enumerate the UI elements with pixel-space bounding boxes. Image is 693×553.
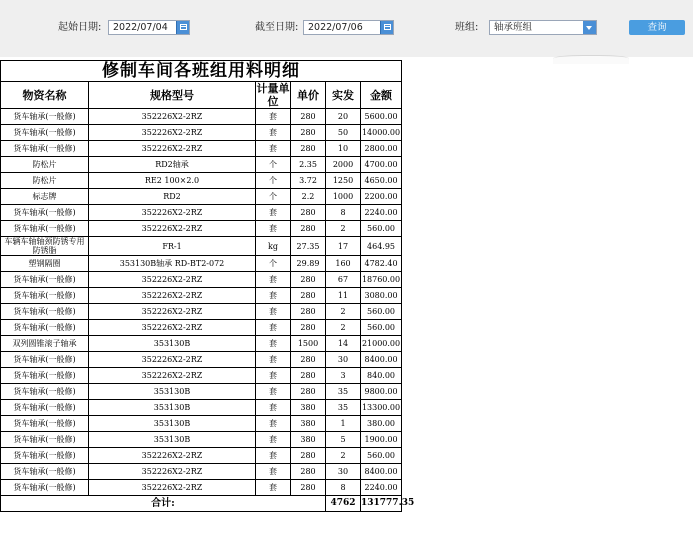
amount-cell: 560.00 bbox=[361, 304, 402, 320]
query-button[interactable]: 查询 bbox=[629, 20, 685, 35]
end-date-value: 2022/07/06 bbox=[308, 22, 363, 33]
unit-cell: 套 bbox=[256, 288, 291, 304]
end-date-label: 截至日期: bbox=[255, 22, 299, 33]
material-name-cell: 货车轴承(一般修) bbox=[1, 432, 89, 448]
amount-cell: 464.95 bbox=[361, 237, 402, 256]
price-cell: 2.35 bbox=[291, 157, 326, 173]
table-row bbox=[1, 464, 402, 480]
qty-cell: 10 bbox=[326, 141, 361, 157]
filter-toolbar bbox=[0, 0, 693, 57]
amount-cell: 560.00 bbox=[361, 221, 402, 237]
price-cell: 280 bbox=[291, 368, 326, 384]
amount-cell: 18760.00 bbox=[361, 272, 402, 288]
spec-cell: 352226X2-2RZ bbox=[89, 141, 256, 157]
table-row bbox=[1, 368, 402, 384]
material-name-cell: 车辆车轴轴颈防锈专用防锈脂 bbox=[1, 237, 89, 256]
amount-cell: 9800.00 bbox=[361, 384, 402, 400]
table-row bbox=[1, 400, 402, 416]
material-name-cell: 塑钢隔圈 bbox=[1, 256, 89, 272]
table-row bbox=[1, 237, 402, 256]
amount-cell: 4700.00 bbox=[361, 157, 402, 173]
amount-cell: 3080.00 bbox=[361, 288, 402, 304]
total-row bbox=[1, 496, 402, 512]
amount-cell: 840.00 bbox=[361, 368, 402, 384]
group-label: 班组: bbox=[455, 22, 479, 33]
qty-cell: 35 bbox=[326, 400, 361, 416]
material-name-cell: 货车轴承(一般修) bbox=[1, 464, 89, 480]
material-name-cell: 货车轴承(一般修) bbox=[1, 320, 89, 336]
material-name-cell: 货车轴承(一般修) bbox=[1, 368, 89, 384]
amount-cell: 560.00 bbox=[361, 320, 402, 336]
unit-cell: 套 bbox=[256, 448, 291, 464]
unit-cell: 套 bbox=[256, 109, 291, 125]
price-cell: 380 bbox=[291, 416, 326, 432]
group-select[interactable] bbox=[489, 20, 597, 35]
qty-cell: 1250 bbox=[326, 173, 361, 189]
unit-cell: 套 bbox=[256, 320, 291, 336]
price-cell: 280 bbox=[291, 205, 326, 221]
spec-cell: 353130B轴承 RD-BT2-072 bbox=[89, 256, 256, 272]
amount-cell: 21000.00 bbox=[361, 336, 402, 352]
material-name-cell: 货车轴承(一般修) bbox=[1, 109, 89, 125]
unit-cell: 套 bbox=[256, 368, 291, 384]
material-name-cell: 货车轴承(一般修) bbox=[1, 221, 89, 237]
price-cell: 280 bbox=[291, 384, 326, 400]
amount-cell: 4782.40 bbox=[361, 256, 402, 272]
table-row bbox=[1, 221, 402, 237]
material-name-cell: 标志牌 bbox=[1, 189, 89, 205]
price-cell: 280 bbox=[291, 288, 326, 304]
table-row bbox=[1, 384, 402, 400]
qty-cell: 20 bbox=[326, 109, 361, 125]
material-name-cell: 防松片 bbox=[1, 157, 89, 173]
spec-cell: RD2轴承 bbox=[89, 157, 256, 173]
unit-cell: 套 bbox=[256, 205, 291, 221]
spec-cell: 352226X2-2RZ bbox=[89, 221, 256, 237]
material-name-cell: 货车轴承(一般修) bbox=[1, 480, 89, 496]
report-table bbox=[0, 60, 415, 512]
table-row bbox=[1, 288, 402, 304]
qty-cell: 50 bbox=[326, 125, 361, 141]
table-row bbox=[1, 109, 402, 125]
spec-cell: 353130B bbox=[89, 416, 256, 432]
header-qty: 实发 bbox=[326, 82, 361, 109]
price-cell: 280 bbox=[291, 304, 326, 320]
amount-cell: 380.00 bbox=[361, 416, 402, 432]
amount-cell: 4650.00 bbox=[361, 173, 402, 189]
qty-cell: 2 bbox=[326, 448, 361, 464]
unit-cell: 套 bbox=[256, 352, 291, 368]
table-row bbox=[1, 448, 402, 464]
table-row bbox=[1, 272, 402, 288]
qty-cell: 2 bbox=[326, 320, 361, 336]
qty-cell: 1000 bbox=[326, 189, 361, 205]
qty-cell: 14 bbox=[326, 336, 361, 352]
table-row bbox=[1, 173, 402, 189]
unit-cell: 个 bbox=[256, 189, 291, 205]
price-cell: 280 bbox=[291, 272, 326, 288]
qty-cell: 17 bbox=[326, 237, 361, 256]
material-name-cell: 货车轴承(一般修) bbox=[1, 272, 89, 288]
table-row bbox=[1, 416, 402, 432]
end-date-input[interactable] bbox=[303, 20, 394, 35]
material-name-cell: 货车轴承(一般修) bbox=[1, 400, 89, 416]
table-row bbox=[1, 480, 402, 496]
calendar-icon[interactable] bbox=[380, 21, 393, 34]
price-cell: 380 bbox=[291, 400, 326, 416]
qty-cell: 2000 bbox=[326, 157, 361, 173]
spec-cell: 352226X2-2RZ bbox=[89, 109, 256, 125]
start-date-input[interactable] bbox=[108, 20, 190, 35]
unit-cell: 套 bbox=[256, 141, 291, 157]
tab-edge bbox=[553, 55, 629, 64]
unit-cell: 个 bbox=[256, 173, 291, 189]
start-date-value: 2022/07/04 bbox=[113, 22, 168, 33]
qty-cell: 8 bbox=[326, 205, 361, 221]
table-row bbox=[1, 432, 402, 448]
unit-cell: 个 bbox=[256, 157, 291, 173]
material-name-cell: 货车轴承(一般修) bbox=[1, 448, 89, 464]
price-cell: 380 bbox=[291, 432, 326, 448]
qty-cell: 30 bbox=[326, 464, 361, 480]
qty-cell: 8 bbox=[326, 480, 361, 496]
amount-cell: 5600.00 bbox=[361, 109, 402, 125]
spec-cell: 352226X2-2RZ bbox=[89, 272, 256, 288]
table-row bbox=[1, 352, 402, 368]
unit-cell: 套 bbox=[256, 416, 291, 432]
material-name-cell: 防松片 bbox=[1, 173, 89, 189]
qty-cell: 11 bbox=[326, 288, 361, 304]
spec-cell: RE2 100×2.0 bbox=[89, 173, 256, 189]
unit-cell: 套 bbox=[256, 221, 291, 237]
unit-cell: 套 bbox=[256, 464, 291, 480]
header-unit: 计量单位 bbox=[256, 82, 290, 108]
spec-cell: 352226X2-2RZ bbox=[89, 368, 256, 384]
spec-cell: 352226X2-2RZ bbox=[89, 288, 256, 304]
amount-cell: 560.00 bbox=[361, 448, 402, 464]
amount-cell: 2800.00 bbox=[361, 141, 402, 157]
group-select-value: 轴承班组 bbox=[494, 22, 533, 33]
spec-cell: RD2 bbox=[89, 189, 256, 205]
material-name-cell: 货车轴承(一般修) bbox=[1, 288, 89, 304]
qty-cell: 160 bbox=[326, 256, 361, 272]
unit-cell: 个 bbox=[256, 256, 291, 272]
qty-cell: 35 bbox=[326, 384, 361, 400]
qty-cell: 2 bbox=[326, 304, 361, 320]
amount-cell: 8400.00 bbox=[361, 352, 402, 368]
spec-cell: 353130B bbox=[89, 336, 256, 352]
header-spec: 规格型号 bbox=[89, 82, 256, 109]
table-row bbox=[1, 141, 402, 157]
amount-cell: 13300.00 bbox=[361, 400, 402, 416]
spec-cell: 353130B bbox=[89, 384, 256, 400]
unit-cell: 套 bbox=[256, 304, 291, 320]
spec-cell: 352226X2-2RZ bbox=[89, 205, 256, 221]
amount-cell: 8400.00 bbox=[361, 464, 402, 480]
table-row bbox=[1, 336, 402, 352]
spec-cell: 352226X2-2RZ bbox=[89, 448, 256, 464]
price-cell: 3.72 bbox=[291, 173, 326, 189]
material-name-cell: 货车轴承(一般修) bbox=[1, 205, 89, 221]
material-name-cell: 货车轴承(一般修) bbox=[1, 416, 89, 432]
table-row bbox=[1, 189, 402, 205]
qty-cell: 2 bbox=[326, 221, 361, 237]
price-cell: 2.2 bbox=[291, 189, 326, 205]
spec-cell: 352226X2-2RZ bbox=[89, 304, 256, 320]
total-label: 合计: bbox=[1, 496, 326, 512]
unit-cell: kg bbox=[256, 237, 291, 256]
unit-cell: 套 bbox=[256, 400, 291, 416]
spec-cell: 352226X2-2RZ bbox=[89, 125, 256, 141]
spec-cell: 352226X2-2RZ bbox=[89, 320, 256, 336]
start-date-label: 起始日期: bbox=[58, 22, 102, 33]
total-amount: 131777.35 bbox=[361, 496, 402, 512]
table-row bbox=[1, 125, 402, 141]
spec-cell: 352226X2-2RZ bbox=[89, 480, 256, 496]
material-name-cell: 货车轴承(一般修) bbox=[1, 304, 89, 320]
table-row bbox=[1, 304, 402, 320]
price-cell: 280 bbox=[291, 448, 326, 464]
unit-cell: 套 bbox=[256, 432, 291, 448]
spec-cell: FR-1 bbox=[89, 237, 256, 256]
report-title: 修制车间各班组用料明细 bbox=[1, 61, 402, 82]
header-amount: 金额 bbox=[361, 82, 402, 109]
price-cell: 280 bbox=[291, 141, 326, 157]
amount-cell: 2200.00 bbox=[361, 189, 402, 205]
header-material-name: 物资名称 bbox=[1, 82, 89, 109]
qty-cell: 3 bbox=[326, 368, 361, 384]
unit-cell: 套 bbox=[256, 272, 291, 288]
price-cell: 280 bbox=[291, 109, 326, 125]
header-price: 单价 bbox=[291, 82, 326, 109]
spec-cell: 352226X2-2RZ bbox=[89, 464, 256, 480]
table-row bbox=[1, 256, 402, 272]
unit-cell: 套 bbox=[256, 384, 291, 400]
amount-cell: 14000.00 bbox=[361, 125, 402, 141]
spec-cell: 353130B bbox=[89, 400, 256, 416]
qty-cell: 5 bbox=[326, 432, 361, 448]
amount-cell: 1900.00 bbox=[361, 432, 402, 448]
material-name-cell: 货车轴承(一般修) bbox=[1, 125, 89, 141]
price-cell: 27.35 bbox=[291, 237, 326, 256]
price-cell: 29.89 bbox=[291, 256, 326, 272]
unit-cell: 套 bbox=[256, 125, 291, 141]
unit-cell: 套 bbox=[256, 336, 291, 352]
chevron-down-icon[interactable] bbox=[583, 21, 596, 34]
price-cell: 280 bbox=[291, 480, 326, 496]
price-cell: 280 bbox=[291, 320, 326, 336]
price-cell: 1500 bbox=[291, 336, 326, 352]
qty-cell: 30 bbox=[326, 352, 361, 368]
material-name-cell: 货车轴承(一般修) bbox=[1, 384, 89, 400]
spec-cell: 353130B bbox=[89, 432, 256, 448]
price-cell: 280 bbox=[291, 352, 326, 368]
material-name-cell: 双列圆锥滚子轴承 bbox=[1, 336, 89, 352]
amount-cell: 2240.00 bbox=[361, 205, 402, 221]
material-name-cell: 货车轴承(一般修) bbox=[1, 352, 89, 368]
material-name-cell: 货车轴承(一般修) bbox=[1, 141, 89, 157]
table-row bbox=[1, 157, 402, 173]
amount-cell: 2240.00 bbox=[361, 480, 402, 496]
table-row bbox=[1, 205, 402, 221]
price-cell: 280 bbox=[291, 221, 326, 237]
qty-cell: 67 bbox=[326, 272, 361, 288]
price-cell: 280 bbox=[291, 125, 326, 141]
table-row bbox=[1, 320, 402, 336]
price-cell: 280 bbox=[291, 464, 326, 480]
qty-cell: 1 bbox=[326, 416, 361, 432]
calendar-icon[interactable] bbox=[176, 21, 189, 34]
total-qty: 4762 bbox=[326, 496, 361, 512]
spec-cell: 352226X2-2RZ bbox=[89, 352, 256, 368]
unit-cell: 套 bbox=[256, 480, 291, 496]
